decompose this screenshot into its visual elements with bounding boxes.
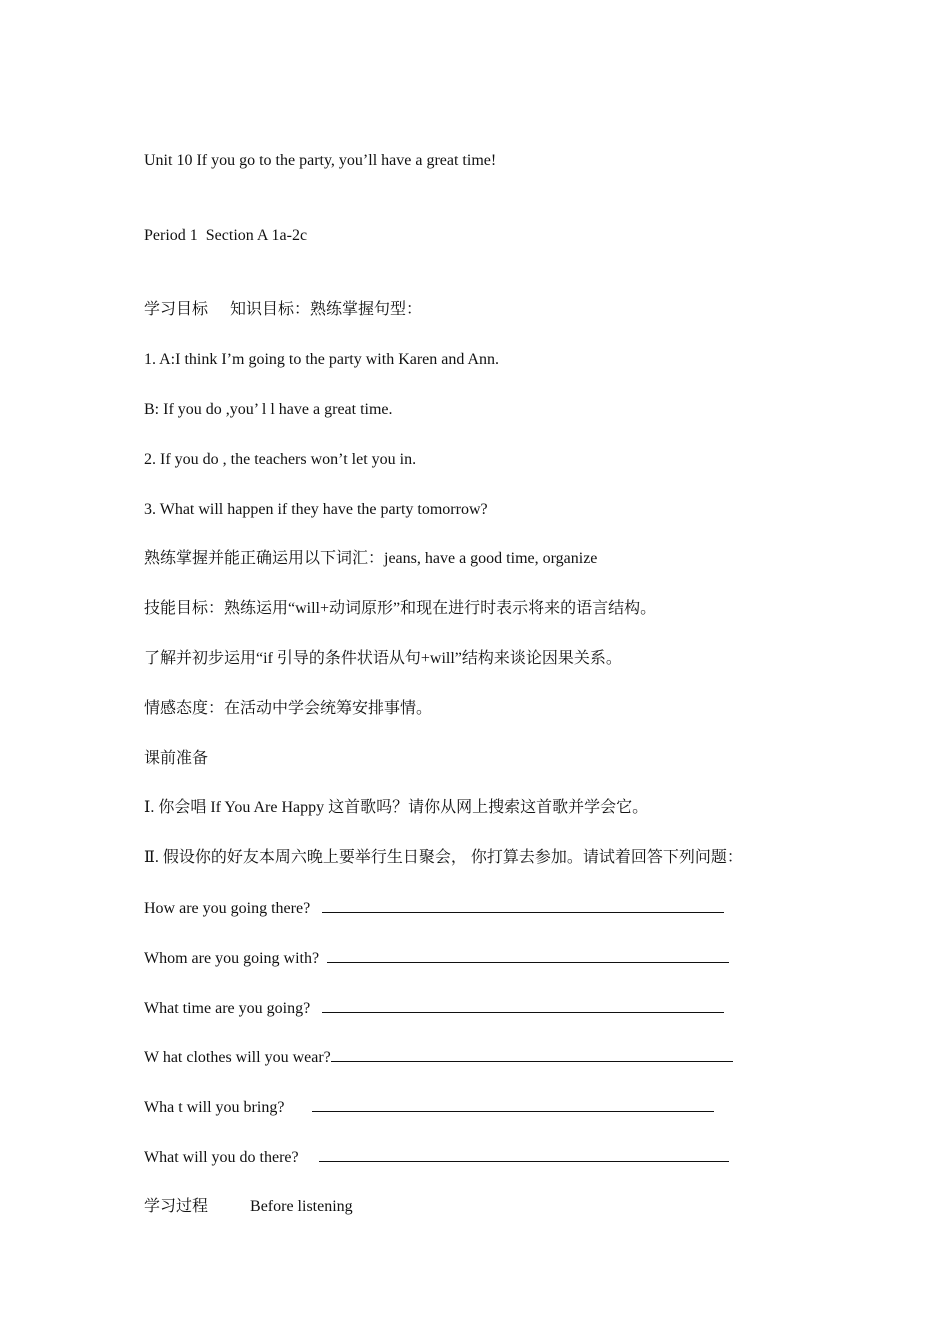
question-label: Wha t will you bring? <box>144 1099 313 1116</box>
answer-blank[interactable] <box>312 1097 714 1112</box>
answer-blank[interactable] <box>322 898 724 913</box>
knowledge-objective: 知识目标：熟练掌握句型： <box>230 301 423 318</box>
process-heading: 学习过程 <box>144 1198 209 1215</box>
answer-blank[interactable] <box>319 1147 729 1162</box>
objectives-heading: 学习目标 <box>144 301 209 318</box>
answer-blank[interactable] <box>322 998 724 1013</box>
vocab-objective: 熟练掌握并能正确运用以下词汇：jeans, have a good time, organize <box>144 550 598 567</box>
question-row <box>144 1047 733 1068</box>
sentence-2: 2. If you do , the teachers won’t let you in. <box>144 451 417 468</box>
unit-title: Unit 10 If you go to the party, you’ll have a great time! <box>144 152 497 169</box>
question-row <box>144 948 729 969</box>
sentence-3: 3. What will happen if they have the party tomorrow? <box>144 501 488 518</box>
question-label: W hat clothes will you wear? <box>144 1049 331 1066</box>
question-row <box>144 1097 714 1118</box>
question-label: What time are you going? <box>144 1000 323 1017</box>
answer-blank[interactable] <box>327 948 729 963</box>
emotion-objective: 情感态度：在活动中学会统筹安排事情。 <box>144 700 433 717</box>
question-row <box>144 1147 729 1168</box>
sentence-1b: B: If you do ,you’ l l have a great time. <box>144 401 393 418</box>
preparation-item-2: Ⅱ. 假设你的好友本周六晚上要举行生日聚会， 你打算去参加。请试着回答下列问题： <box>144 849 743 866</box>
sentence-1: 1. A:I think I’m going to the party with Karen and Ann. <box>144 351 500 368</box>
question-row <box>144 998 724 1019</box>
answer-blank[interactable] <box>331 1047 733 1062</box>
question-label: What will you do there? <box>144 1149 319 1166</box>
preparation-heading: 课前准备 <box>144 750 209 767</box>
period-heading: Period 1 Section A 1a-2c <box>144 227 308 244</box>
question-label: How are you going there? <box>144 900 323 917</box>
process-row <box>144 1197 353 1217</box>
preparation-item-1: Ⅰ. 你会唱 If You Are Happy 这首歌吗？请你从网上搜索这首歌并学会它。 <box>144 799 649 816</box>
skill-objective-1: 技能目标：熟练运用“will+动词原形”和现在进行时表示将来的语言结构。 <box>144 600 657 617</box>
skill-objective-2: 了解并初步运用“if 引导的条件状语从句+will”结构来谈论因果关系。 <box>144 650 622 667</box>
process-step: Before listening <box>250 1198 353 1215</box>
question-row <box>144 898 724 919</box>
question-label: Whom are you going with? <box>144 950 328 967</box>
objectives-row <box>144 300 422 320</box>
